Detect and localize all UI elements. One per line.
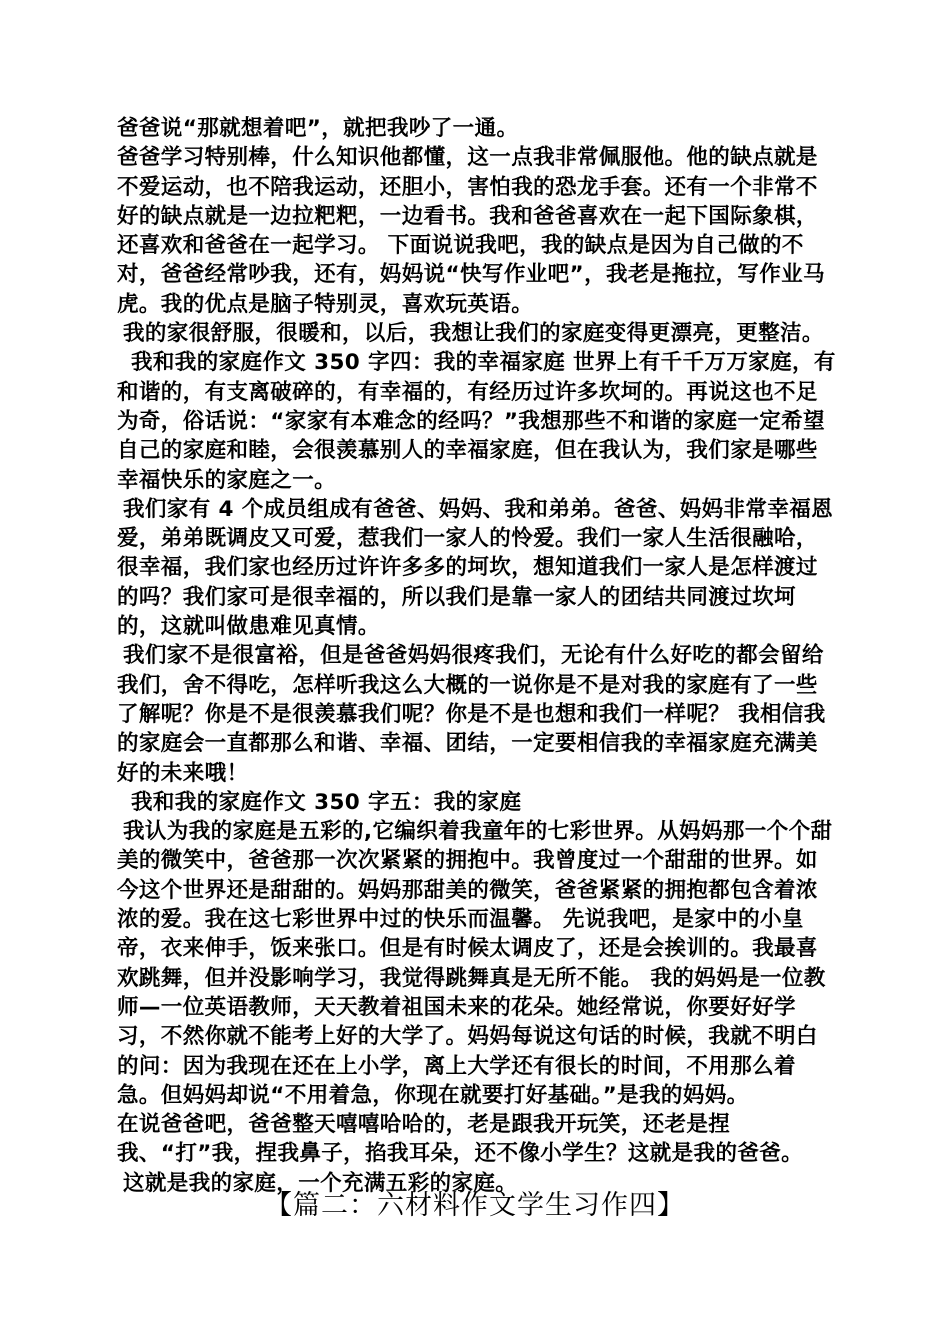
essay-heading: 我和我的家庭作文 350 字四：我的幸福家庭 世界上有千千万万家庭，有和谐的，有支离破碎的，有幸福的，有经历过许多坎坷的。再说这也不足为奇，俗话说：“家家有本难念的经吗？”我想那些不和谐的家庭一定希望自己的家庭和睦，会很羡慕别人的幸福家庭，但在我认为，我们家是哪些幸福快乐的家庭之一。 <box>117 350 836 493</box>
essay-heading: 我和我的家庭作文 350 字五：我的家庭 <box>131 789 522 815</box>
section-title: 【篇二：六材料作文学生习作四】 <box>265 1190 685 1221</box>
essay-body <box>117 114 839 1198</box>
paragraph: 我的家很舒服，很暖和，以后，我想让我们的家庭变得更漂亮，更整洁。 <box>123 321 824 347</box>
paragraph: 爸爸说“那就想着吧”，就把我吵了一通。 <box>117 116 519 141</box>
paragraph: 在说爸爸吧，爸爸整天嘻嘻哈哈的，老是跟我开玩笑，还老是捏我、“打”我，捏我鼻子，掐我耳朵，还不像小学生？这就是我的爸爸。 <box>117 1112 804 1167</box>
paragraph: 爸爸学习特别棒，什么知识他都懂，这一点我非常佩服他。他的缺点就是不爱运动，也不陪我运动，还胆小，害怕我的恐龙手套。还有一个非常不好的缺点就是一边拉粑粑，一边看书。我和爸爸喜欢在一起下国际象棋，还喜欢和爸爸在一起学习。 下面说说我吧，我的缺点是因为自己做的不对，爸爸经常吵我，还有，妈妈说“快写作业吧”，我老是拖拉，写作业马虎。我的优点是脑子特别灵，喜欢玩英语。 <box>117 145 825 317</box>
paragraph: 我认为我的家庭是五彩的,它编织着我童年的七彩世界。从妈妈那一个个甜美的微笑中，爸爸那一次次紧紧的拥抱中。我曾度过一个甜甜的世界。如今这个世界还是甜甜的。妈妈那甜美的微笑，爸爸紧紧的拥抱都包含着浓浓的爱。我在这七彩世界中过的快乐而温馨。 先说我吧，是家中的小皇帝，衣来伸手，饭来张口。但是有时候太调皮了，还是会挨训的。我最喜欢跳舞，但并没影响学习，我觉得跳舞真是无所不能。 我的妈妈是一位教师—一位英语教师，天天教着祖国未来的花朵。她经常说，你要好好学习，不然你就不能考上好的大学了。妈妈每说这句话的时候，我就不明白的问：因为我现在还在上小学，离上大学还有很长的时间，不用那么着急。但妈妈却说“不用着急，你现在就要打好基础。”是我的妈妈。 <box>117 819 833 1108</box>
paragraph: 我们家有 4 个成员组成有爸爸、妈妈、我和弟弟。爸爸、妈妈非常幸福恩爱，弟弟既调皮又可爱，惹我们一家人的怜爱。我们一家人生活很融哈，很幸福，我们家也经历过许许多多的坷坎，想知道我们一家人是怎样渡过的吗？我们家可是很幸福的，所以我们是靠一家人的团结共同渡过坎坷的，这就叫做患难见真情。 <box>117 496 834 640</box>
paragraph: 我们家不是很富裕，但是爸爸妈妈很疼我们，无论有什么好吃的都会留给我们，舍不得吃，怎样听我这么大概的一说你是不是对我的家庭有了一些了解呢？你是不是很羡慕我们呢？你是不是也想和我们一样呢？ 我相信我的家庭会一直都那么和谐、幸福、团结，一定要相信我的幸福家庭充满美好的未来哦！ <box>117 643 826 786</box>
paragraph: 这就是我的家庭，一个充满五彩的家庭。 <box>123 1170 518 1196</box>
